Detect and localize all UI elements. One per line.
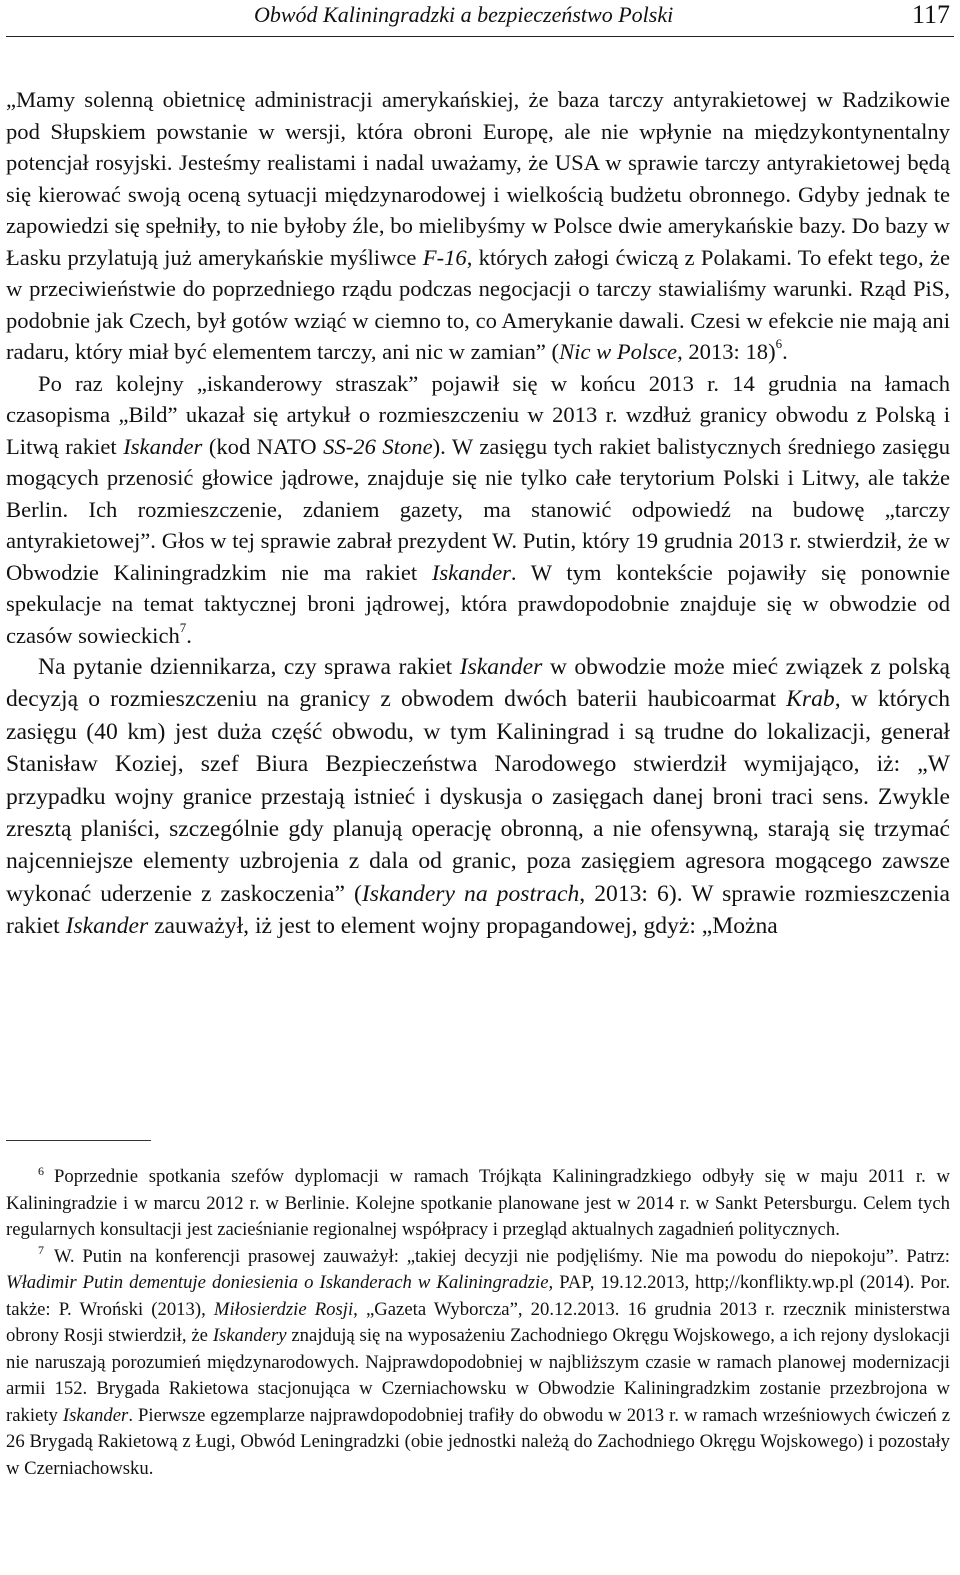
footnotes <box>6 1164 950 1482</box>
paragraph-1: „Mamy solenną obietnicę administracji amerykańskiej, że baza tarczy antyrakietowej w Radzikowie pod Słupskiem powstanie w wersji, która obroni Europę, ale nie wpłynie na międzykontynentalny potencjał rosyjski. Jesteśmy realistami i nadal uważamy, że USA w sprawie tarczy antyrakietowej będą się kierować swoją oceną sytuacji międzynarodowej i wielkością budżetu obronnego. Gdyby jednak te zapowiedzi się spełniły, to nie byłoby źle, bo mielibyśmy w Polsce dwie amerykańskie bazy. Do bazy w Łasku przylatują już amerykańskie myśliwce F-16, których załogi ćwiczą z Polakami. To efekt tego, że w przeciwieństwie do poprzedniego rządu podczas negocjacji o tarczy stawialiśmy warunki. Rząd PiS, podobnie jak Czech, był gotów wziąć w ciemno to, co Amerykanie dawali. Czesi w efekcie nie mają ani radaru, który miał być elementem tarczy, ani nic w zamian” (Nic w Polsce, 2013: 18)$^6$. <box>6 87 950 364</box>
footnote-7: $^7$ W. Putin na konferencji prasowej zauważył: „takiej decyzji nie podjęliśmy. Nie ma powodu do niepokoju”. Patrz: Władimir Putin dementuje doniesienia o Iskanderach w Kaliningradzie, PAP, 19.12.2013, http;//konflikty.wp.pl (2014). Por. także: P. Wroński (2013), Miłosierdzie Rosji, „Gazeta Wyborcza”, 20.12.2013. 16 grudnia 2013 r. rzecznik ministerstwa obrony Rosji stwierdził, że Iskandery znajdują się na wyposażeniu Zachodniego Okręgu Wojskowego, a ich rejony dyslokacji nie naruszają porozumień międzynarodowych. Najprawdopodobniej w najbliższym czasie w ramach planowej modernizacji armii 152. Brygada Rakietowa stacjonująca w Czerniachowsku w Obwodzie Kaliningradzkim zostanie przezbrojona w rakiety Iskander. Pierwsze egzemplarze najprawdopodobniej trafiły do obwodu w 2013 r. w ramach wrześniowych ćwiczeń z 26 Brygadą Rakietową z Ługi, Obwód Leningradzki (obie jednostki należą do Zachodniego Okręgu Wojskowego) i pozostały w Czerniachowsku. <box>6 1243 951 1479</box>
footnote-separator <box>6 1140 151 1141</box>
footnote-ref-6: 6 <box>775 336 783 352</box>
body-text <box>6 84 950 943</box>
footnote-6: $^6$ Poprzednie spotkania szefów dyplomacji w ramach Trójkąta Kaliningradzkiego odbyły się w maju 2011 r. w Kaliningradzie i w marcu 2012 r. w Berlinie. Kolejne spotkanie planowane jest w 2014 r. w Sankt Petersburgu. Celem tych regularnych konsultacji jest zacieśnianie regionalnej współpracy i przegląd aktualnych zagadnień politycznych. <box>6 1163 950 1240</box>
paragraph-3: Na pytanie dziennikarza, czy sprawa rakiet Iskander w obwodzie może mieć związek z polską decyzją o rozmieszczeniu na granicy z obwodem dwóch baterii haubicoarmat Krab, w których zasięgu (40 km) jest duża część obwodu, w tym Kaliningrad i są trudne do lokalizacji, generał Stanisław Koziej, szef Biura Bezpieczeństwa Narodowego stwierdził wymijająco, iż: „W przypadku wojny granice przestają istnieć i dyskusja o zasięgach danej broni traci sens. Zwykle zresztą planiści, szczególnie gdy planują operację obronną, a nie ofensywną, starają się trzymać najcenniejsze elementy uzbrojenia z dala od granic, poza zasięgiem agresora mogącego zawsze wykonać uderzenie z zaskoczenia” (Iskandery na postrach, 2013: 6). W sprawie rozmieszczenia rakiet Iskander zauważył, iż jest to element wojny propagandowej, gdyż: „Można <box>6 654 951 940</box>
running-header <box>6 0 954 36</box>
paragraph-2: Po raz kolejny „iskanderowy straszak” pojawił się w końcu 2013 r. 14 grudnia na łamach czasopisma „Bild” ukazał się artykuł o rozmieszczeniu w 2013 r. wzdłuż granicy obwodu z Polską i Litwą rakiet Iskander (kod NATO SS-26 Stone). W zasięgu tych rakiet balistycznych średniego zasięgu mogących przenosić głowice jądrowe, znajduje się nie tylko całe terytorium Polski i Litwy, ale także Berlin. Ich rozmieszczenie, zdaniem gazety, ma stanowić odpowiedź na budowę „tarczy antyrakietowej”. Głos w tej sprawie zabrał prezydent W. Putin, który 19 grudnia 2013 r. stwierdził, że w Obwodzie Kaliningradzkim nie ma rakiet Iskander. W tym kontekście pojawiły się ponownie spekulacje na temat taktycznej broni jądrowej, która prawdopodobnie znajduje się w obwodzie od czasów sowieckich$^7$. <box>6 370 950 648</box>
header-rule <box>6 36 954 37</box>
footnote-mark-6: 6 <box>38 1163 44 1178</box>
page-number: 117 <box>911 0 950 29</box>
footnote-ref-7: 7 <box>179 619 187 635</box>
footnote-mark-7: 7 <box>38 1243 44 1258</box>
running-title: Obwód Kaliningradzki a bezpieczeństwo Polski <box>254 2 674 27</box>
